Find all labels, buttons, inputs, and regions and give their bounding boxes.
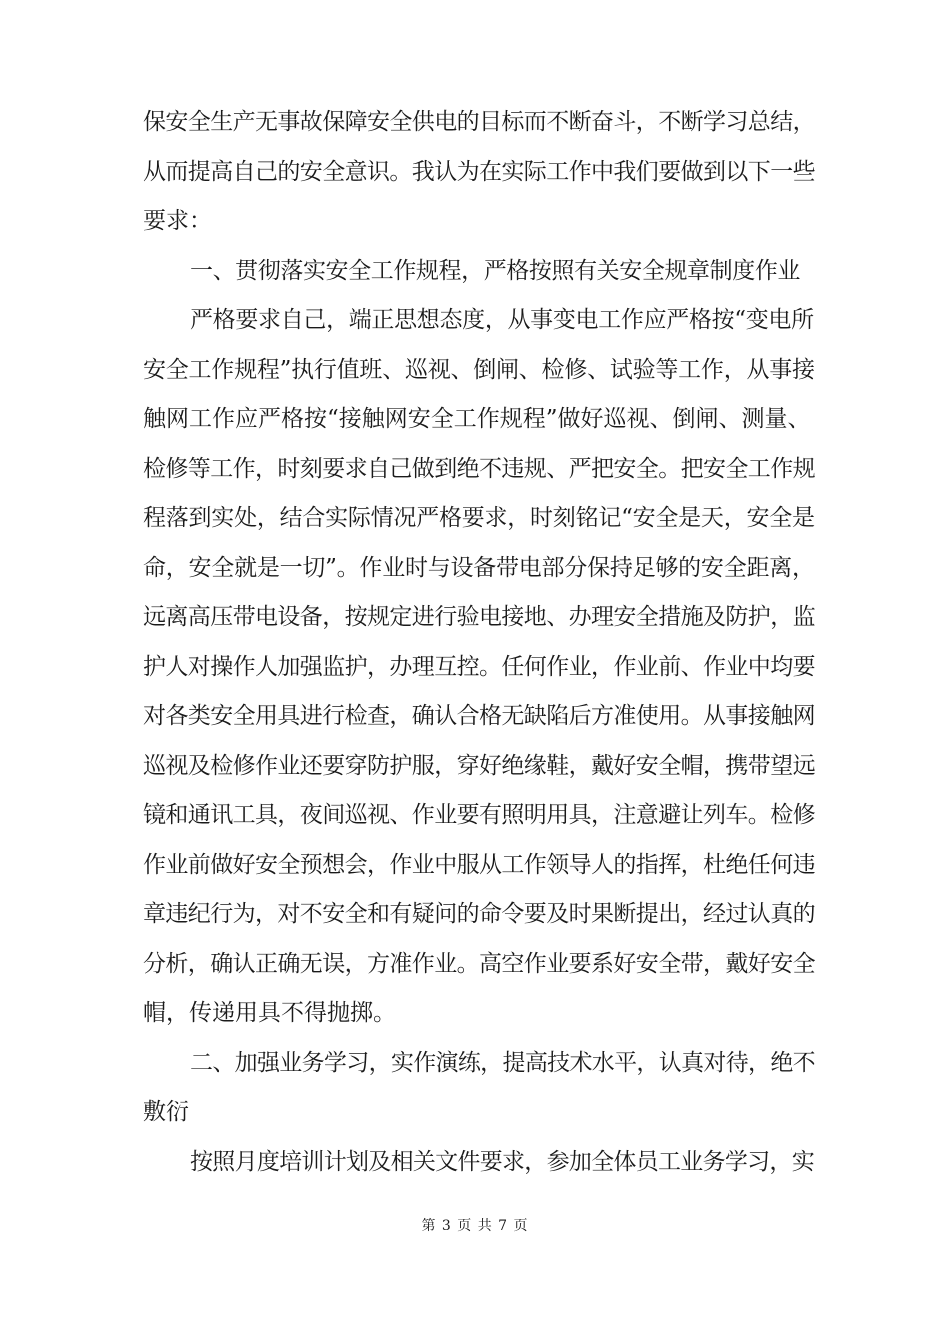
section-heading bbox=[0, 251, 950, 291]
text-line bbox=[0, 647, 950, 687]
text-line bbox=[0, 845, 950, 885]
text-line bbox=[0, 399, 950, 439]
line-text: 二、加强业务学习，实作演练，提高技术水平，认真对待，绝不 bbox=[190, 1050, 816, 1076]
line-text: 严格要求自己，端正思想态度，从事变电工作应严格按“变电所 bbox=[190, 307, 814, 333]
text-line bbox=[0, 993, 950, 1033]
text-line bbox=[0, 696, 950, 736]
line-text: 程落到实处，结合实际情况严格要求，时刻铭记“安全是天，安全是 bbox=[143, 505, 815, 531]
text-line bbox=[0, 152, 950, 192]
line-text: 按照月度培训计划及相关文件要求，参加全体员工业务学习，实 bbox=[190, 1149, 815, 1175]
line-text: 章违纪行为，对不安全和有疑问的命令要及时果断提出，经过认真的 bbox=[143, 901, 816, 927]
line-text: 分析，确认正确无误，方准作业。高空作业要系好安全带，戴好安全 bbox=[143, 951, 816, 977]
page-number-footer: 第 3 页 共 7 页 bbox=[421, 1218, 529, 1234]
line-text: 触网工作应严格按“接触网安全工作规程”做好巡视、倒闸、测量、 bbox=[143, 406, 811, 432]
text-line bbox=[0, 300, 950, 340]
text-line bbox=[0, 548, 950, 588]
line-text: 安全工作规程”执行值班、巡视、倒闸、检修、试验等工作，从事接 bbox=[143, 357, 815, 383]
text-line bbox=[0, 746, 950, 786]
line-text: 对各类安全用具进行检查，确认合格无缺陷后方准使用。从事接触网 bbox=[143, 703, 816, 729]
line-text: 检修等工作，时刻要求自己做到绝不违规、严把安全。把安全工作规 bbox=[143, 456, 816, 482]
line-text: 一、贯彻落实安全工作规程，严格按照有关安全规章制度作业 bbox=[190, 258, 801, 284]
line-text: 敷衍 bbox=[143, 1099, 189, 1125]
line-text: 要求： bbox=[143, 208, 212, 234]
line-text: 保安全生产无事故保障安全供电的目标而不断奋斗，不断学习总结， bbox=[143, 109, 816, 135]
text-line bbox=[0, 894, 950, 934]
line-text: 从而提高自己的安全意识。我认为在实际工作中我们要做到以下一些 bbox=[143, 159, 816, 185]
text-line bbox=[0, 597, 950, 637]
text-line bbox=[0, 350, 950, 390]
text-line bbox=[0, 1142, 950, 1182]
text-line bbox=[0, 102, 950, 142]
text-line bbox=[0, 944, 950, 984]
section-heading bbox=[0, 1043, 950, 1083]
line-text: 作业前做好安全预想会，作业中服从工作领导人的指挥，杜绝任何违 bbox=[143, 852, 816, 878]
line-text: 镜和通讯工具，夜间巡视、作业要有照明用具，注意避让列车。检修 bbox=[143, 802, 816, 828]
text-line bbox=[0, 449, 950, 489]
text-line bbox=[0, 1092, 950, 1132]
line-text: 命，安全就是一切”。作业时与设备带电部分保持足够的安全距离， bbox=[143, 555, 815, 581]
line-text: 远离高压带电设备，按规定进行验电接地、办理安全措施及防护，监 bbox=[143, 604, 816, 630]
line-text: 护人对操作人加强监护，办理互控。任何作业，作业前、作业中均要 bbox=[143, 654, 816, 680]
line-text: 帽，传递用具不得抛掷。 bbox=[143, 1000, 396, 1026]
line-text: 巡视及检修作业还要穿防护服，穿好绝缘鞋，戴好安全帽，携带望远 bbox=[143, 753, 816, 779]
text-line bbox=[0, 201, 950, 241]
text-line bbox=[0, 498, 950, 538]
text-line bbox=[0, 795, 950, 835]
